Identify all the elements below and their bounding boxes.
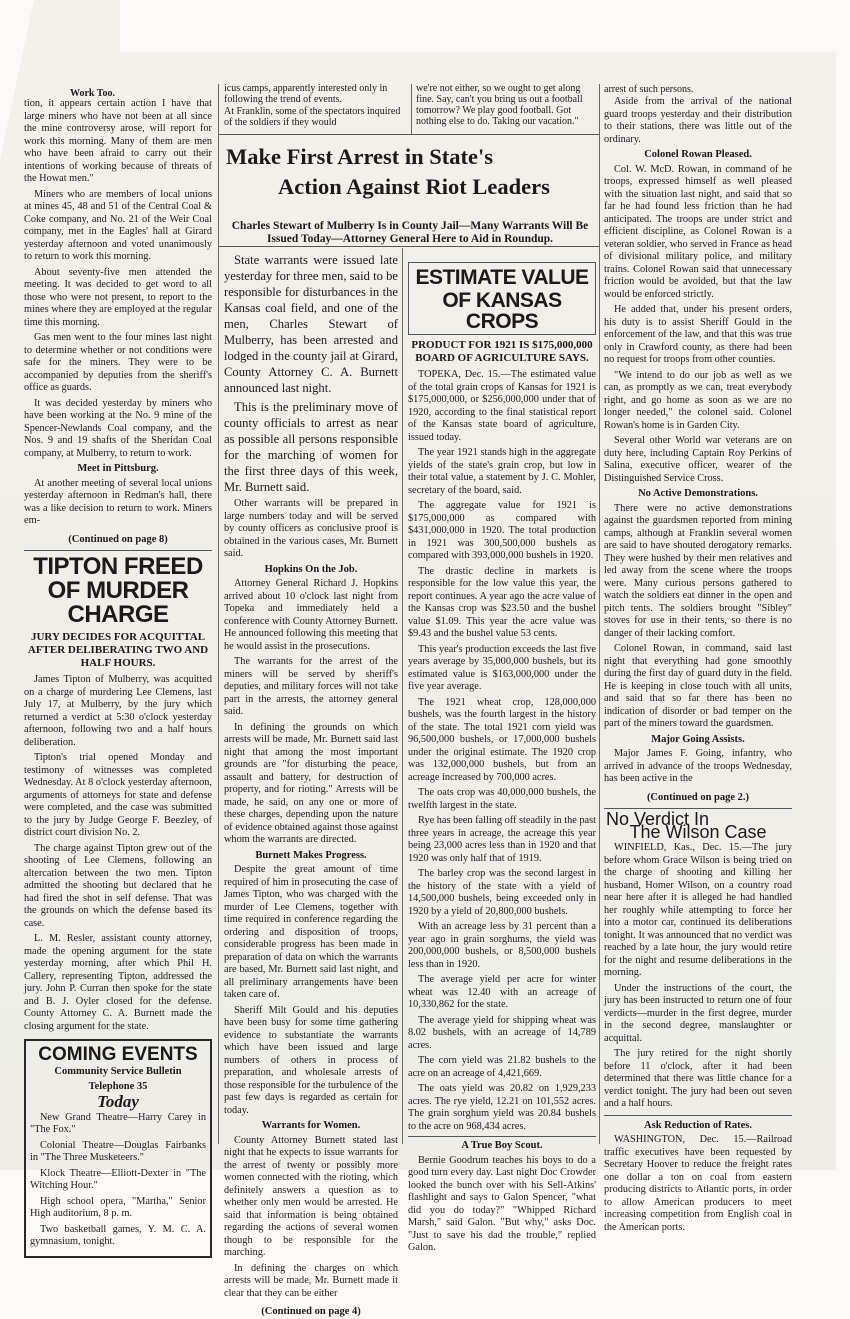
col1-continued: (Continued on page 8) xyxy=(68,533,168,545)
col3-para: The oats yield was 20.82 on 1,929,233 acres. The rye yield, 12.21 on 101,552 acres. The grain sorghum yield was 20.84 bushels to the acre on 968,434 acres. xyxy=(408,1083,596,1132)
main-headline-line2: Action Against Riot Leaders xyxy=(278,174,550,199)
deck-bottom-rule xyxy=(219,246,599,247)
col2-para: The warrants for the arrest of the miners will be served by sheriff's deputies, and military forces will not take part in the arrests, the attorney general said. xyxy=(224,656,398,717)
events-item: Colonial Theatre—Douglas Fairbanks in "The Three Musketeers." xyxy=(30,1139,206,1163)
col3-para: The year 1921 stands high in the aggregate yields of the state's grain crop, but low in their total value, a statement by J. C. Mohler, secretary of the board, said. xyxy=(408,447,596,496)
col3-para: Rye has been falling off steadily in the past three years in acreage, the acreage this year being 23,000 acres less than in 1920 and that 1920 was only half that of 1919. xyxy=(408,815,596,864)
events-item: High school opera, "Martha," Senior High auditorium, 8 p. m. xyxy=(30,1195,206,1219)
col2-para: Attorney General Richard J. Hopkins arrived about 10 o'clock last night from Topeka and immediately held a conference with County Attorney Burnett. He announced following this meeting that he would assist in the prosecutions. xyxy=(224,578,398,652)
coming-events-box xyxy=(24,1039,212,1258)
crops-headline-1: ESTIMATE VALUE xyxy=(415,266,589,289)
top-strip-mid3: we're not either, so we ought to get along fine. Say, can't you bring us out a football tomorrow? We play good football. Got nothing else to do. Taking our vacation." xyxy=(416,83,583,127)
column-2 xyxy=(224,252,398,1317)
col1-para: L. M. Resler, assistant county attorney, made the opening argument for the state yesterday morning, after which Phil H. Callery, representing Tipton, addressed the jury. John P. Curran then spoke for the state and B. J. Oyler closed for the defense. County Attorney C. A. Burnett made the closing argument for the state. xyxy=(24,933,212,1032)
col2-para: County Attorney Burnett stated last night that he expects to issue warrants for the arrest of twenty or possibly more women connected with the rioting, which definitely answers a question as to whether only men would be arrested. He said that information is being obtained regarding the actions of several women though to be responsible for the marching. xyxy=(224,1134,398,1258)
paper-edge-top xyxy=(120,0,850,52)
col2-para: Sheriff Milt Gould and his deputies have been busy for some time gathering evidence to substantiate the warrants which have been issued and large numbers of others in process of preparation, and wholesale arrests of those responsible for the turbulence of the past few days is regarded as certain for today. xyxy=(224,1004,398,1116)
col3-para: The aggregate value for 1921 is $175,000,000 as compared with $431,000,000 in 1920. The total production in 1921 was 300,500,000 bushels as compared with 393,000,000 bushels in 1920. xyxy=(408,500,596,561)
col3-para: With an acreage less by 31 percent than a year ago in grain sorghums, the yield was 200,000,000 bushels, or 8,500,000 bushels less than in 1920. xyxy=(408,921,596,970)
col2-para: In defining the charges on which arrests will be made, Mr. Burnett made it clear that they can be either xyxy=(224,1262,398,1299)
col3-subhead: A True Boy Scout. xyxy=(461,1140,543,1151)
main-deck: Charles Stewart of Mulberry Is in County Jail—Many Warrants Will Be Issued Today—Attorney General Here to Aid in Roundup. xyxy=(231,220,589,245)
events-today: Today xyxy=(97,1092,139,1111)
col3-para: This year's production exceeds the last five years average by 35,000,000 bushels, but its estimated value is $163,000,000 under the five year average. xyxy=(408,643,596,692)
wilson-headline-2: The Wilson Case xyxy=(629,821,767,842)
col2-subhead: Hopkins On the Job. xyxy=(264,563,358,575)
col3-para: TOPEKA, Dec. 15.—The estimated value of the total grain crops of Kansas for 1921 is $175,000,000, or $256,000,000 under that of 1920, according to the final statistical report of the Kansas state board of agriculture, issued today. xyxy=(408,369,596,443)
col1-para: At another meeting of several local unions yesterday afternoon in Redman's hall, there was a like decision to return to work. Miners em- xyxy=(24,477,212,526)
column-rule-3 xyxy=(599,84,600,1144)
col3-para: The oats crop was 40,000,000 bushels, the twelfth largest in the state. xyxy=(408,787,596,811)
col4-para: He added that, under his present orders, his duty is to assist Sheriff Gould in the enforcement of the law, and that this was true only in Crawford county, as there had been no request for troops from other counties. xyxy=(604,304,792,365)
col3-para: Bernie Goodrum teaches his boys to do a good turn every day. Last night Doc Crowder looked the bunch over with his Sell-Atkins' flashlight and says to Galon Spencer, "what did you do today?" "Whipped Richard Marsh," said Galon. "But why," asks Doc. "Just to save his dad the trouble," replied Galon. xyxy=(408,1154,596,1253)
top-strip-right: arrest of such persons. xyxy=(604,84,694,95)
col4-para: WASHINGTON, Dec. 15.—Railroad traffic executives have been requested by Secretary Hoover to reduce the freight rates one dollar a ton on coal from eastern producing districts to Atlantic ports, in order to allow American producers to meet increasing competition from English coal in the American ports. xyxy=(604,1134,792,1233)
wilson-headline-1: No Verdict In xyxy=(606,809,710,829)
events-subtitle: Community Service Bulletin xyxy=(54,1066,182,1077)
col4-para: The jury retired for the night shortly before 11 o'clock, after it had been determined that there was little chance for a verdict tonight. The jury had been out seven and a half hours. xyxy=(604,1048,792,1109)
col1-para: tion, it appears certain action I have that large miners who have not been at all since the mine controversy arose, will report for work this morning. Many of them are men who have been afraid to carry out their intentions of working because of threats of the Howat men." xyxy=(24,98,212,184)
top-strip-left: Work Too. xyxy=(70,88,116,99)
col1-para: Gas men went to the four mines last night to determine whether or not conditions were safe for the miners. They were to be accompanied by deputies from the sheriff's office as guards. xyxy=(24,332,212,393)
column-3 xyxy=(408,262,596,1253)
top-strip-mid2: At Franklin, some of the spectators inquired of the soldiers if they would xyxy=(224,106,401,128)
tipton-headline: TIPTON FREED OF MURDER CHARGE xyxy=(33,553,203,628)
col4-subhead: No Active Demonstrations. xyxy=(638,488,758,499)
crops-headline-2: OF KANSAS CROPS xyxy=(442,289,562,333)
col4-para: Aside from the arrival of the national guard troops yesterday and their distribution to their stations, there was little out of the ordinary. xyxy=(604,96,792,145)
column-rule-4 xyxy=(402,248,403,1144)
col4-para: WINFIELD, Kas., Dec. 15.—The jury before whom Grace Wilson is being tried on the charge of shooting and killing her husband, Homer Wilson, on a country road near here after it is alleged he had handled her roughly while attempting to force her into a motor car, continued its deliberations tonight. It was announced that no verdict was reached by a late hour, the jury would retire for the night and resume deliberations in the morning. xyxy=(604,842,792,978)
main-headline-line1: Make First Arrest in State's xyxy=(226,144,494,169)
column-4 xyxy=(604,96,792,1233)
paper-edge-right xyxy=(836,0,850,1170)
col4-subhead: Major Going Assists. xyxy=(651,733,745,745)
col1-para: About seventy-five men attended the meeting. It was decided to get word to all those who were not present, to report to the mines where they are employed at the regular time this morning. xyxy=(24,266,212,328)
col2-para: This is the preliminary move of county officials to arrest as near as possible all persons responsible for the marching of women for the first three days of this week, Mr. Burnett said. xyxy=(224,400,398,494)
col4-para: Col. W. McD. Rowan, in command of he troops, expressed himself as well pleased with the situation last night, and said that so far he had found less friction than he had anticipated. The troops are under strict and efficient discipline, as Colonel Rowan is a veteran soldier, who served in France as head of divisional military police, and military trains. Colonel Rowan said that unnecessary friction would be avoided, but that the law would be enforced strictly. xyxy=(604,163,792,300)
col3-para: The average yield per acre for winter wheat was 12.40 with an acreage of 10,330,862 for the state. xyxy=(408,974,596,1010)
col1-para: It was decided yesterday by miners who have been working at the No. 9 mine of the Spencer-Newlands Coal company, and the Nos. 9 and 19 shafts of the Sheridan Coal company, at Mulberry, to return to work. xyxy=(24,397,212,459)
col4-para: "We intend to do our job as well as we can, as promptly as we can, treat everybody right, and go home as soon as we are no longer needed," the colonel said. Colonel Rowan's home is in Garden City. xyxy=(604,369,792,431)
col4-para: Major James F. Going, infantry, who arrived in advance of the troops Wednesday, has been active in the xyxy=(604,748,792,784)
col4-subhead: Colonel Rowan Pleased. xyxy=(644,149,752,160)
col2-continued: (Continued on page 4) xyxy=(261,1306,361,1317)
headline-top-rule xyxy=(219,134,599,135)
events-item: Klock Theatre—Elliott-Dexter in "The Witching Hour." xyxy=(30,1167,206,1191)
col4-para: Several other World war veterans are on duty here, including Captain Roy Perkins of Salina, executive officer, wearer of the Distinguished Service Cross. xyxy=(604,435,792,484)
col3-para: The average yield for shipping wheat was 8.02 bushels, with an acreage of 14,789 acres. xyxy=(408,1014,596,1051)
col4-subhead: Ask Reduction of Rates. xyxy=(644,1119,752,1131)
col1-para: Miners who are members of local unions at mines 45, 48 and 51 of the Central Coal & Coke company, and No. 21 of the Weir Coal company, met in the Eagles' hall at Girard yesterday afternoon and voted unanimously to return to work this morning. xyxy=(24,188,212,262)
events-item: New Grand Theatre—Harry Carey in "The Fox." xyxy=(30,1111,206,1135)
col3-para: The drastic decline in markets is responsible for the low value this year, the report continues. A year ago the acre value of the Kansas crop was $23.50 and the bushel value $1.09. This year the acre value was $9.43 and the bushel value 53 cents. xyxy=(408,565,596,639)
events-item: Two basketball games, Y. M. C. A. gymnasium, tonight. xyxy=(30,1223,206,1247)
col2-subhead: Warrants for Women. xyxy=(261,1120,361,1131)
column-1 xyxy=(24,98,212,1247)
col2-para: Other warrants will be prepared in large numbers today and will be served by county officers as conclusive proof is obtained in the various cases, Mr. Burnett said. xyxy=(224,498,398,559)
col4-para: Under the instructions of the court, the jury has been instructed to return one of four verdicts—murder in the first degree, murder in the second degree, manslaughter or acquittal. xyxy=(604,982,792,1044)
col1-para: James Tipton of Mulberry, was acquitted on a charge of murdering Lee Clemens, last July 17, at Mulberry, by the jury which returned a verdict at 5:30 o'clock yesterday afternoon, following two and a half hours deliberation. xyxy=(24,674,212,748)
col2-para: Despite the great amount of time required of him in prosecuting the case of James Tipton, who was charged with the murder of Lee Clemens, together with time required in conference regarding the ordering and disposition of troops, considerable progress has been made in preparation of data on which the warrants are based, Mr. Burnett said last night, and all preliminary arrangements have been taken care of. xyxy=(224,864,398,1000)
crops-deck: PRODUCT FOR 1921 IS $175,000,000 BOARD OF AGRICULTURE SAYS. xyxy=(411,339,593,364)
col2-subhead: Burnett Makes Progress. xyxy=(255,849,367,861)
col1-para: The charge against Tipton grew out of the shooting of Lee Clemens, following an altercation between the two men. Tipton admitted the shooting but declared that he had fired the shot in self defense. That was the grounds on which the defense based its case. xyxy=(24,842,212,929)
col3-para: The corn yield was 21.82 bushels to the acre on an acreage of 4,421,669. xyxy=(408,1055,596,1079)
top-strip-mid1: icus camps, apparently interested only in following the trend of events. xyxy=(224,83,388,105)
tipton-deck: JURY DECIDES FOR ACQUITTAL AFTER DELIBERATING TWO AND HALF HOURS. xyxy=(27,631,209,669)
events-telephone: Telephone 35 xyxy=(88,1080,148,1092)
col3-para: The 1921 wheat crop, 128,000,000 bushels, was the fourth largest in the history of the state. The total 1921 corn yield was 96,500,000 bushels, or 17,000,000 bushels under the original estimate. The 1920 crop was 132,000,000 bushels, but from an acreage increased by 700,000 acres. xyxy=(408,696,596,783)
col2-para: In defining the grounds on which arrests will be made, Mr. Burnett said last night that among the most important grounds are "for disturbing the peace, assault and battery, for destruction of property, and for rioting." Arrests will be made, he said, on any one or more of these charges, depending upon the nature of evidence obtained against those against whom the warrants are directed. xyxy=(224,721,398,845)
column-rule-2 xyxy=(411,84,412,134)
col4-para: There were no active demonstrations against the guardsmen reported from mining camps, although at Franklin several women are said to have shouted derogatory remarks. They were hushed by their men relatives and led away from the scene where the troops were. Many curious persons gathered to watch the soldiers eat dinner in the open and pitch tents. The soldiers brought "Sibley" stoves for use in their tents, so there is no danger of their lacking comfort. xyxy=(604,502,792,639)
col4-continued: (Continued on page 2.) xyxy=(646,791,750,803)
column-rule-1 xyxy=(218,84,219,1144)
col1-para: Tipton's trial opened Monday and testimony of witnesses was completed Wednesday. At 8 o'clock yesterday afternoon, arguments of attorneys for state and defense were completed, and the case was submitted to the jury by Judge George F. Beezley, of district court division No. 2. xyxy=(24,752,212,838)
events-title: COMING EVENTS xyxy=(38,1044,198,1065)
col1-subhead: Meet in Pittsburg. xyxy=(77,463,159,474)
col3-para: The barley crop was the second largest in the history of the state with a yield of 14,500,000 bushels, being exceeded only in 1920 by a yield of 20,800,000 bushels. xyxy=(408,868,596,917)
col2-para: State warrants were issued late yesterday for three men, said to be responsible for disturbances in the Kansas coal field, and one of the men, Charles Stewart of Mulberry, has been arrested and lodged in the county jail at Girard, County Attorney C. A. Burnett announced last night. xyxy=(224,253,398,395)
col4-para: Colonel Rowan, in command, said last night that everything had gone smoothly during the first day of guard duty in the field. He is keeping in close touch with all units, and said that so far there has been no indication of disorder or bad temper on the part of the miners toward the guardsmen. xyxy=(604,643,792,729)
